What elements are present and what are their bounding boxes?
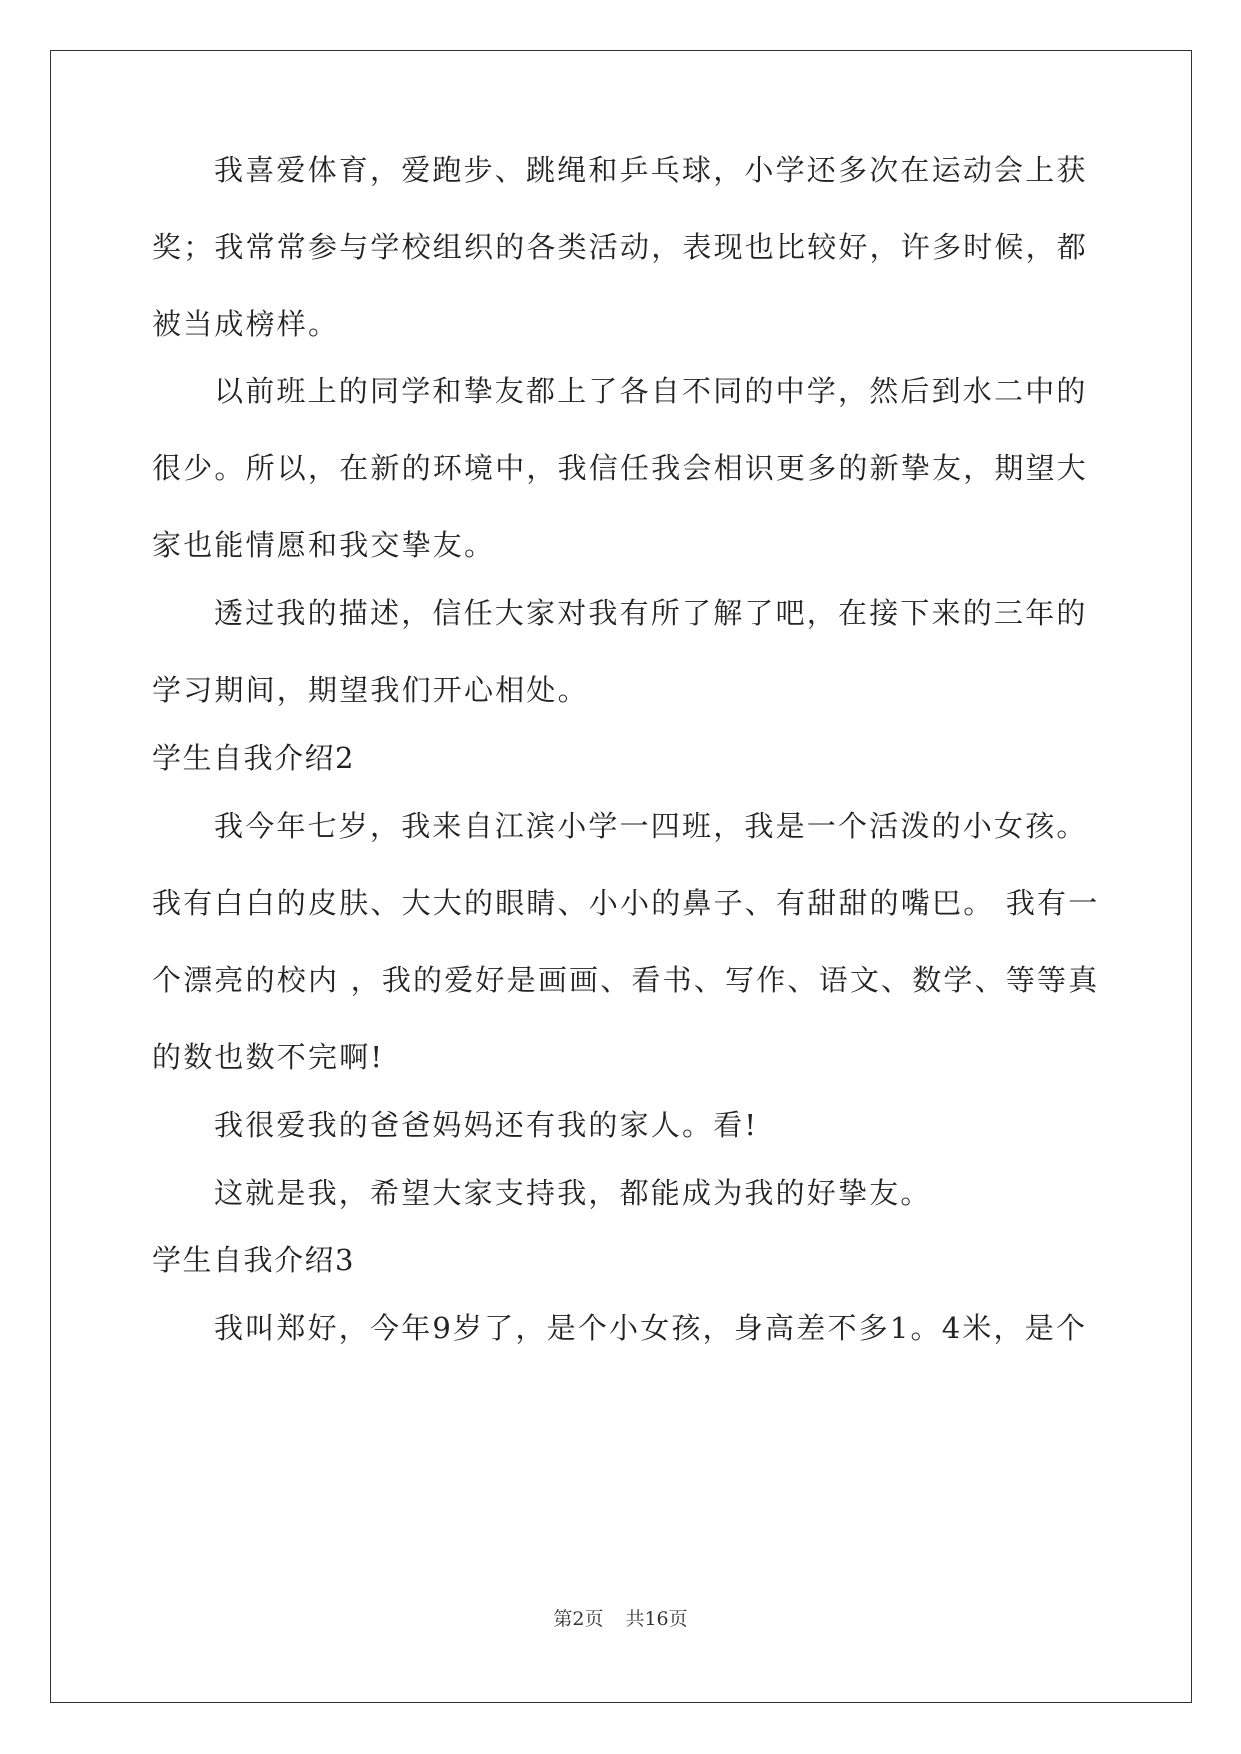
paragraph-line: 这就是我，希望大家支持我，都能成为我的好挚友。 xyxy=(214,1176,932,1210)
paragraph-line: 我很爱我的爸爸妈妈还有我的家人。看! xyxy=(214,1108,759,1142)
page-footer xyxy=(0,1607,1241,1631)
page-number-total: 共16页 xyxy=(625,1608,688,1630)
page-border xyxy=(50,50,1192,1703)
paragraph-line: 我叫郑好，今年9岁了，是个小女孩，身高差不多1。4米，是个 xyxy=(214,1311,1088,1345)
paragraph-line: 以前班上的同学和挚友都上了各自不同的中学，然后到水二中的 xyxy=(214,374,1088,408)
paragraph-line: 我有白白的皮肤、大大的眼睛、小小的鼻子、有甜甜的嘴巴。 我有一 xyxy=(152,886,1100,920)
paragraph-line: 的数也数不完啊! xyxy=(152,1040,385,1074)
section-heading: 学生自我介绍2 xyxy=(152,741,355,775)
section-heading: 学生自我介绍3 xyxy=(152,1243,355,1277)
paragraph-line: 我喜爱体育，爱跑步、跳绳和乒乓球，小学还多次在运动会上获 xyxy=(214,153,1088,187)
paragraph-line: 奖；我常常参与学校组织的各类活动，表现也比较好，许多时候，都 xyxy=(152,230,1089,264)
paragraph-line: 透过我的描述，信任大家对我有所了解了吧，在接下来的三年的 xyxy=(214,596,1088,630)
paragraph-line: 个漂亮的校内 ，我的爱好是画画、看书、写作、语文、数学、等等真 xyxy=(152,963,1100,997)
page-number-current: 第2页 xyxy=(553,1608,604,1630)
paragraph-line: 被当成榜样。 xyxy=(152,307,340,341)
paragraph-line: 我今年七岁，我来自江滨小学一四班，我是一个活泼的小女孩。 xyxy=(214,809,1088,843)
paragraph-line: 很少。所以，在新的环境中，我信任我会相识更多的新挚友，期望大 xyxy=(152,451,1089,485)
paragraph-line: 学习期间，期望我们开心相处。 xyxy=(152,673,589,707)
paragraph-line: 家也能情愿和我交挚友。 xyxy=(152,528,496,562)
